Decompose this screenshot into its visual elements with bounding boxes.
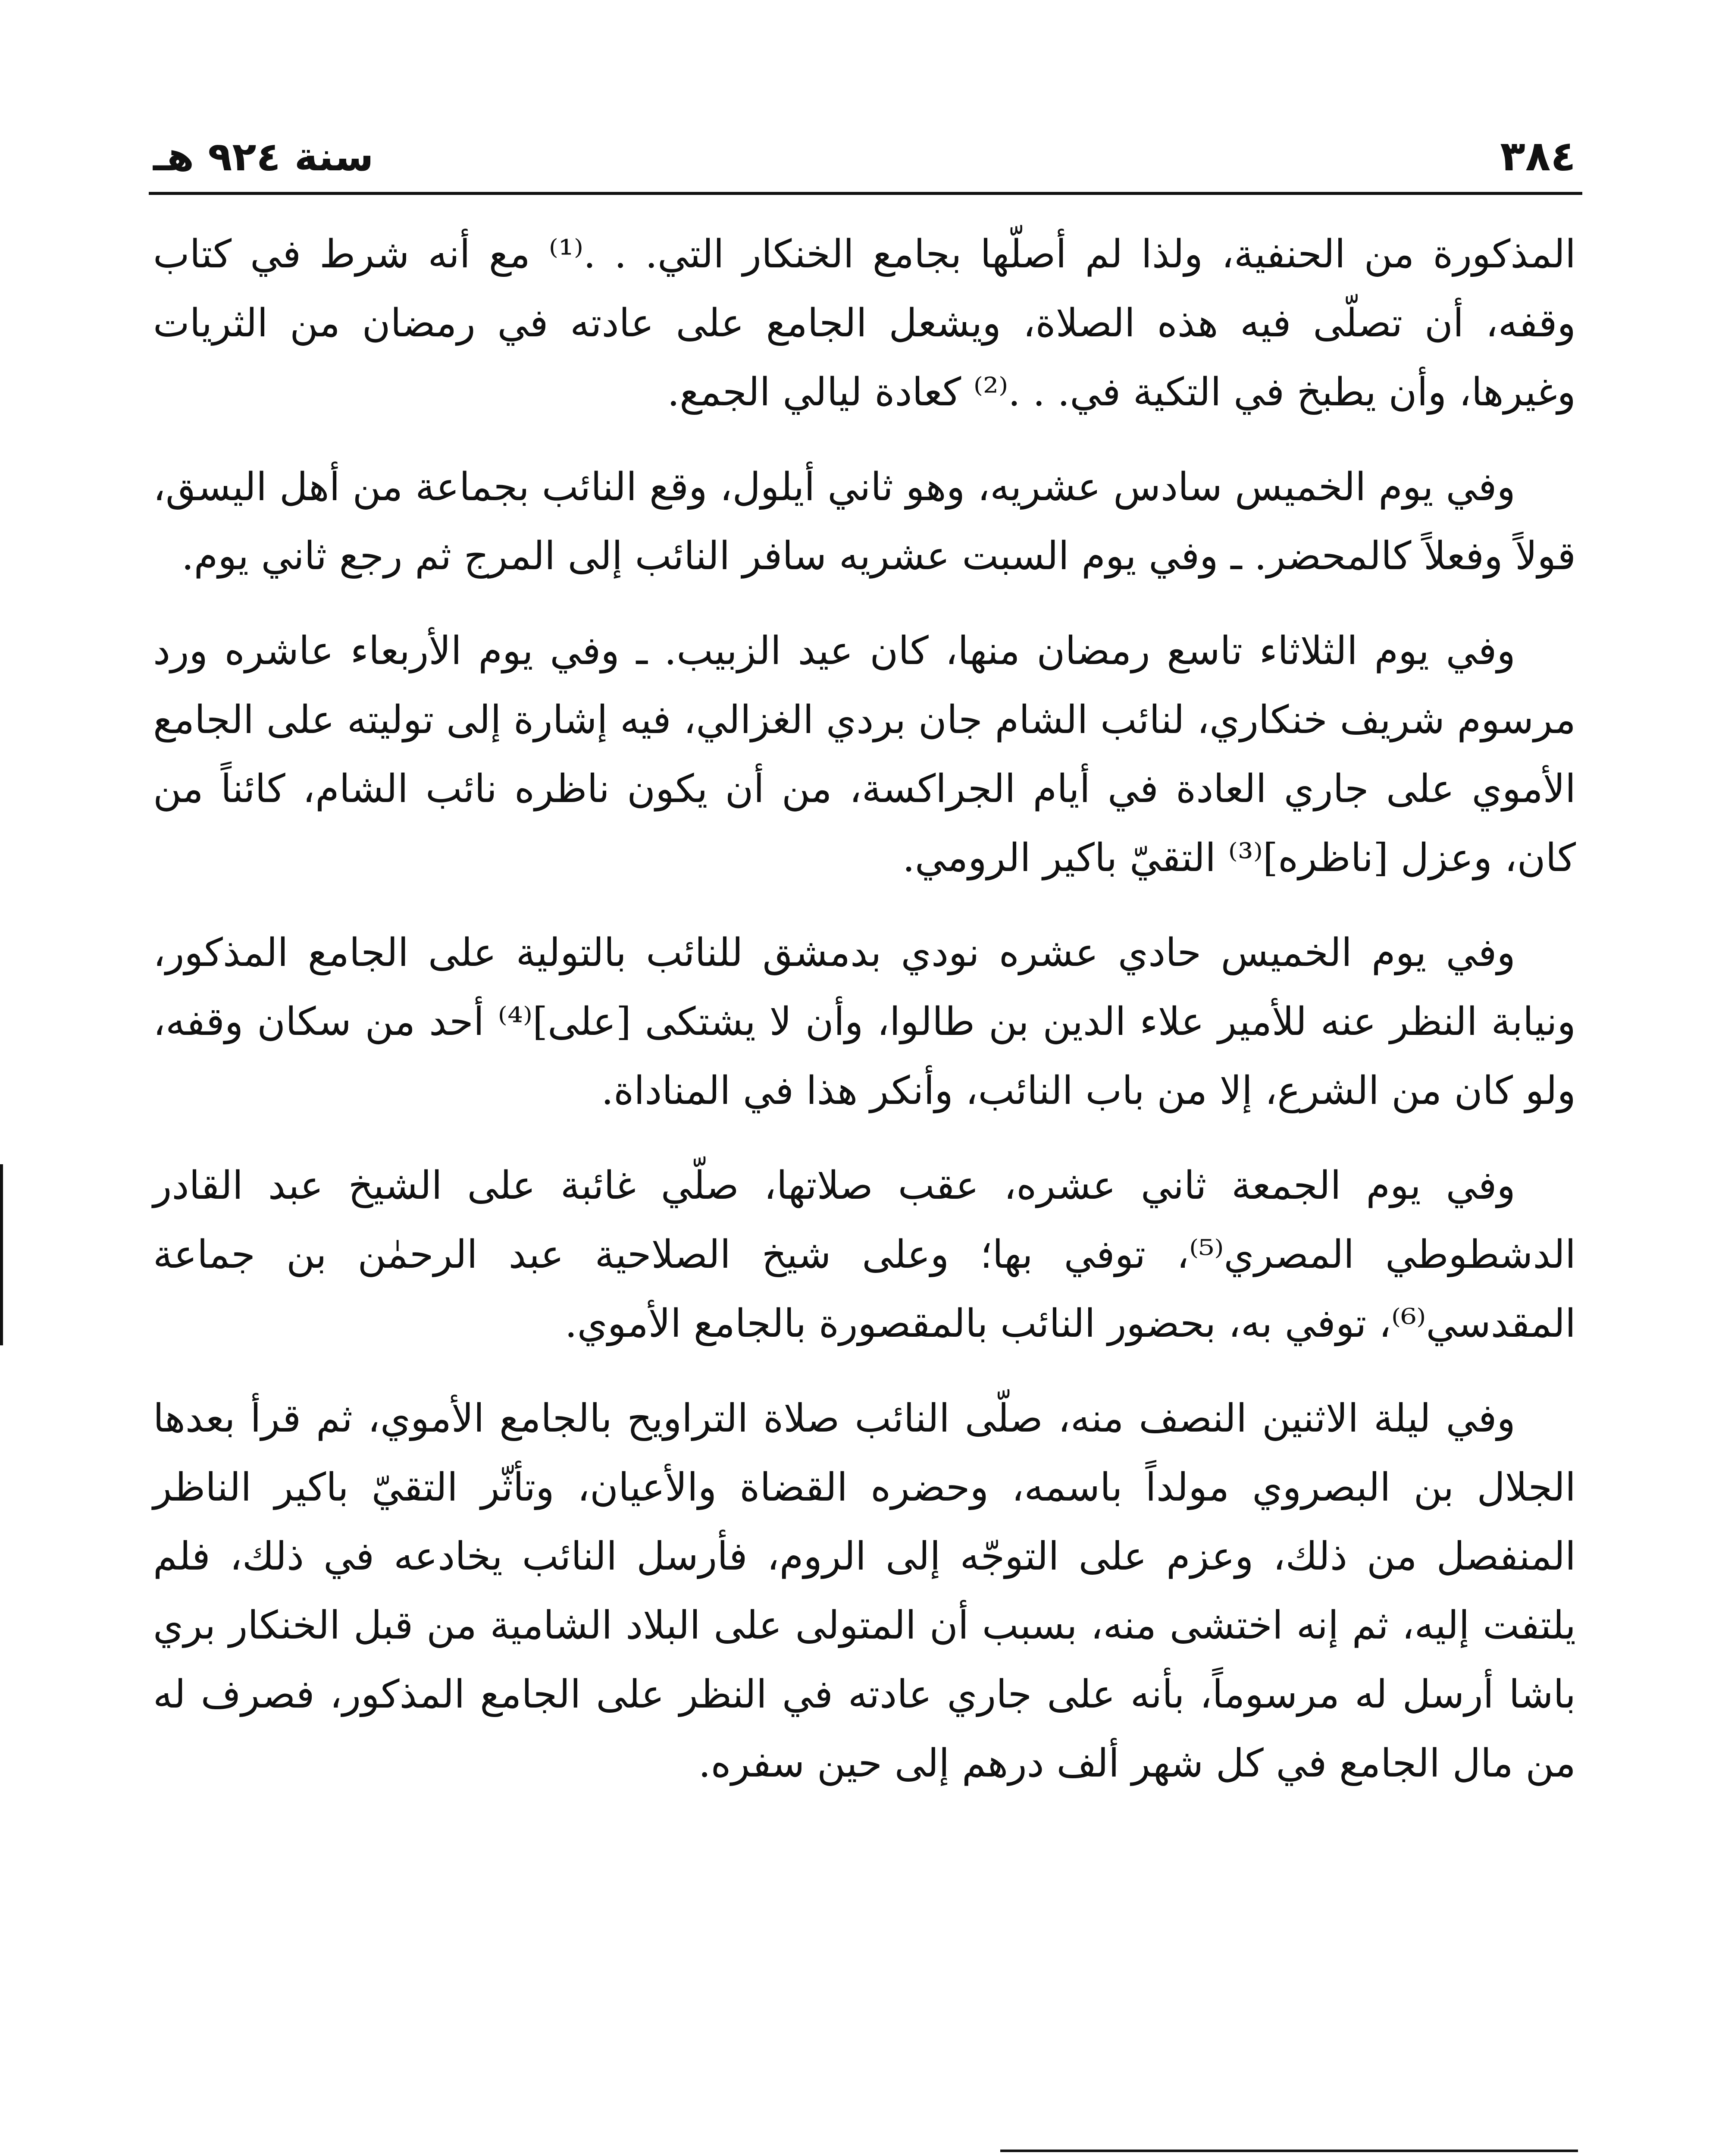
header-rule [149,192,1582,195]
paragraph: وفي يوم الجمعة ثاني عشره، عقب صلاتها، صلّي غائبة على الشيخ عبد القادر الدشطوطي المصري⁽⁵⁾، توفي بها؛ وعلى شيخ الصلاحية عبد الرحمٰن بن جماعة المقدسي⁽⁶⁾، توفي به، بحضور النائب بالمقصورة بالجامع الأموي. [153,1163,1576,1346]
footnote-rule [1000,2150,1578,2152]
running-head-year: سنة ٩٢٤ هـ [153,134,374,180]
page-number: ٣٨٤ [1500,132,1576,180]
paragraph: وفي يوم الخميس سادس عشريه، وهو ثاني أيلول، وقع النائب بجماعة من أهل اليسق، قولاً وفعلاً كالمحضر. ـ وفي يوم السبت عشريه سافر النائب إلى المرج ثم رجع ثاني يوم. [153,464,1576,579]
main-text [153,220,1576,1824]
scan-margin-mark [0,1164,3,1345]
paragraph: وفي يوم الخميس حادي عشره نودي بدمشق للنائب بالتولية على الجامع المذكور، ونيابة النظر عنه للأمير علاء الدين بن طالوا، وأن لا يشتكى [على]⁽⁴⁾ أحد من سكان وقفه، ولو كان من الشرع، إلا من باب النائب، وأنكر هذا في المناداة. [153,930,1576,1113]
paragraph: وفي يوم الثلاثاء تاسع رمضان منها، كان عيد الزبيب. ـ وفي يوم الأربعاء عاشره ورد مرسوم شريف خنكاري، لنائب الشام جان بردي الغزالي، فيه إشارة إلى توليته على الجامع الأموي على جاري العادة في أيام الجراكسة، من أن يكون ناظره نائب الشام، كائناً من كان، وعزل [ناظره]⁽³⁾ التقيّ باكير الرومي. [153,628,1576,881]
page-header [153,112,1576,180]
paragraph: المذكورة من الحنفية، ولذا لم أصلّها بجامع الخنكار التي. . .⁽¹⁾ مع أنه شرط في كتاب وقفه، أن تصلّى فيه هذه الصلاة، ويشعل الجامع على عادته في رمضان من الثريات وغيرها، وأن يطبخ في التكية في. . .⁽²⁾ كعادة ليالي الجمع. [153,232,1576,415]
paragraph: وفي ليلة الاثنين النصف منه، صلّى النائب صلاة التراويح بالجامع الأموي، ثم قرأ بعدها الجلال بن البصروي مولداً باسمه، وحضره القضاة والأعيان، وتأثّر التقيّ باكير الناظر المنفصل من ذلك، وعزم على التوجّه إلى الروم، فأرسل النائب يخادعه في ذلك، فلم يلتفت إليه، ثم إنه اختشى منه، بسبب أن المتولى على البلاد الشامية من قبل الخنكار بري باشا أرسل له مرسوماً، بأنه على جاري عادته في النظر على الجامع المذكور، فصرف له من مال الجامع في كل شهر ألف درهم إلى حين سفره. [153,1396,1576,1786]
